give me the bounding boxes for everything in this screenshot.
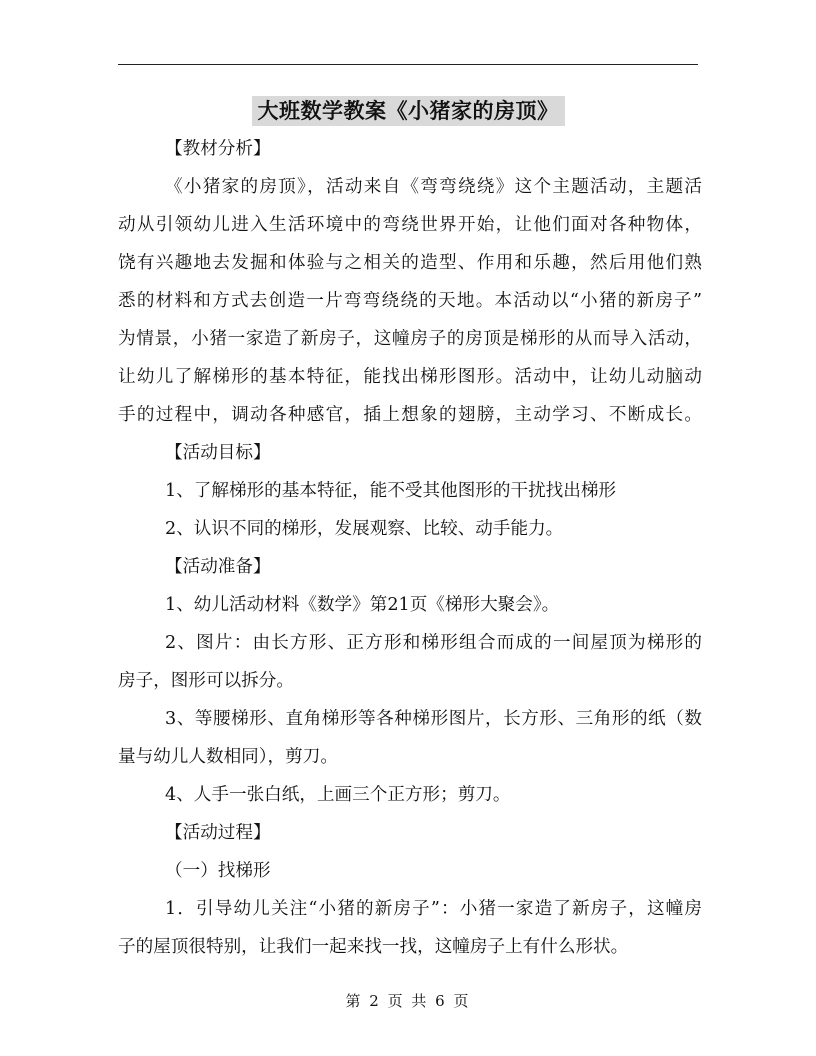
text-line: 【活动准备】 bbox=[165, 557, 271, 577]
text-line: 【教材分析】 bbox=[165, 139, 271, 159]
text-line: 【活动过程】 bbox=[165, 823, 271, 843]
text-line: 手的过程中，调动各种感官，插上想象的翅膀，主动学习、不断成长。 bbox=[118, 405, 702, 425]
text-line: 《小猪家的房顶》，活动来自《弯弯绕绕》这个主题活动，主题活 bbox=[165, 177, 702, 197]
text-line: 1．引导幼儿关注“小猪的新房子”：小猪一家造了新房子，这幢房 bbox=[165, 899, 702, 919]
text-line: 2、认识不同的梯形，发展观察、比较、动手能力。 bbox=[165, 519, 564, 539]
text-line: 3、等腰梯形、直角梯形等各种梯形图片，长方形、三角形的纸（数 bbox=[165, 709, 702, 729]
text-line: 1、幼儿活动材料《数学》第21页《梯形大聚会》。 bbox=[165, 595, 560, 615]
header-rule bbox=[118, 64, 698, 65]
document-body bbox=[118, 130, 702, 966]
text-line: 饶有兴趣地去发掘和体验与之相关的造型、作用和乐趣，然后用他们熟 bbox=[118, 253, 702, 273]
text-line: （一）找梯形 bbox=[165, 861, 271, 881]
text-line: 4、人手一张白纸，上画三个正方形；剪刀。 bbox=[165, 785, 511, 805]
text-line: 为情景，小猪一家造了新房子，这幢房子的房顶是梯形的从而导入活动， bbox=[118, 329, 702, 349]
text-line: 让幼儿了解梯形的基本特征，能找出梯形图形。活动中，让幼儿动脑动 bbox=[118, 367, 702, 387]
text-line: 1、了解梯形的基本特征，能不受其他图形的干扰找出梯形 bbox=[165, 481, 617, 501]
text-line: 【活动目标】 bbox=[165, 443, 271, 463]
text-line: 量与幼儿人数相同），剪刀。 bbox=[118, 747, 338, 767]
text-line: 动从引领幼儿进入生活环境中的弯绕世界开始，让他们面对各种物体， bbox=[118, 215, 702, 235]
text-line: 悉的材料和方式去创造一片弯弯绕绕的天地。本活动以“小猪的新房子” bbox=[118, 291, 702, 311]
document-title-wrap bbox=[0, 96, 816, 126]
document-title: 大班数学教案《小猪家的房顶》 bbox=[252, 96, 565, 126]
text-line: 子的屋顶很特别，让我们一起来找一找，这幢房子上有什么形状。 bbox=[118, 937, 629, 957]
text-line: 房子，图形可以拆分。 bbox=[118, 671, 294, 691]
text-line: 2、图片：由长方形、正方形和梯形组合而成的一间屋顶为梯形的 bbox=[165, 633, 702, 653]
page-footer: 第 2 页 共 6 页 bbox=[345, 992, 471, 1010]
